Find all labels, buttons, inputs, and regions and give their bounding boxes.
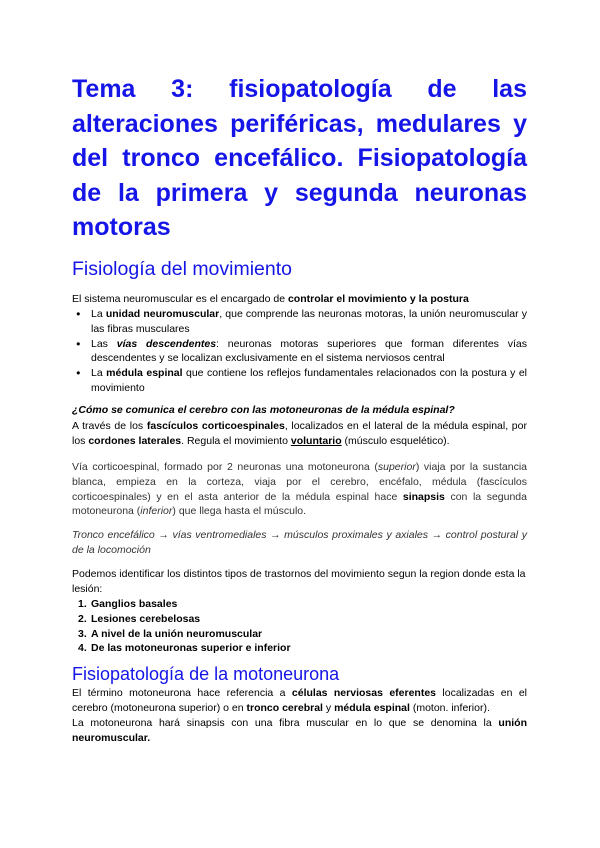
text-bold: tronco cerebral xyxy=(246,701,323,714)
question-heading: ¿Cómo se comunica el cerebro con las motoneuronas de la médula espinal? xyxy=(72,404,455,416)
bullet-bold: médula espinal xyxy=(106,367,183,380)
text-italic: superior xyxy=(377,461,416,473)
text: ) viaja por la sustancia blanca, empieza en la corteza, viaja por el cerebro, encéfalo, médula (fascículos corticoespinales) y en el asta anterior de la médula espinal hace xyxy=(72,461,527,503)
list-item xyxy=(72,337,527,367)
list-text: A nivel de la unión neuromuscular xyxy=(91,627,263,640)
list-text: Lesiones cerebelosas xyxy=(91,612,201,625)
list-number: 4. xyxy=(78,642,87,655)
text: La motoneurona hará sinapsis con una fibra muscular en lo que se denomina la xyxy=(72,717,499,729)
text-italic: inferior xyxy=(140,505,173,518)
paragraph-trastornos: Podemos identificar los distintos tipos de trastornos del movimiento segun la region donde esta la lesión: xyxy=(72,568,526,595)
text-bold: sinapsis xyxy=(402,490,445,503)
bullet-text: , que comprende las neuronas motoras, la unión neuromuscular y las fibras musculares xyxy=(91,308,527,335)
text: Vía corticoespinal, formado por 2 neuronas una motoneurona ( xyxy=(72,461,378,473)
list-item xyxy=(72,612,527,627)
list-item xyxy=(72,366,527,396)
movement-components-list xyxy=(72,307,527,396)
text-bold: fascículos corticoespinales xyxy=(146,420,285,432)
text: con la segunda motoneurona ( xyxy=(72,490,527,518)
bullet-bold: unidad neuromuscular xyxy=(105,308,220,320)
bullet-text: que contiene los reflejos fundamentales relacionados con la postura y el movimiento xyxy=(91,367,527,394)
bullet-text: La xyxy=(91,367,107,380)
text: El término motoneurona hace referencia a xyxy=(72,687,292,699)
text: A través de los xyxy=(72,420,147,432)
list-number: 1. xyxy=(78,598,87,610)
text: ) que llega hasta el músculo. xyxy=(172,505,307,518)
text: localizadas en el cerebro (motoneurona superior) o en xyxy=(72,687,527,714)
section-heading-fisiologia: Fisiología del movimiento xyxy=(72,258,293,280)
text-bold: médula espinal xyxy=(334,701,410,714)
bullet-text: : neuronas motoras superiores que forman diferentes vías descendentes y se localizan exclusivamente en el sistema nerviosos central xyxy=(91,337,527,365)
text-bold: cordones laterales xyxy=(88,434,182,447)
text: , localizados en el lateral de la médula espinal, por los xyxy=(72,420,527,447)
text: y xyxy=(322,701,335,714)
paragraph-fasciculos xyxy=(72,419,527,449)
lesion-types-list xyxy=(72,597,527,656)
bullet-text: La xyxy=(91,308,106,320)
intro-paragraph xyxy=(72,292,527,307)
list-text: De las motoneuronas superior e inferior xyxy=(91,642,291,655)
paragraph-motoneurona-definicion xyxy=(72,686,527,716)
list-number: 3. xyxy=(78,627,87,640)
intro-text: El sistema neuromuscular es el encargado de xyxy=(72,293,288,305)
document-title: Tema 3: fisiopatología de las alteraciones periféricas, medulares y del tronco encefálico. Fisiopatología de la primera y segunda neuronas motoras xyxy=(72,75,527,241)
bullet-text: Las xyxy=(91,337,117,350)
list-item xyxy=(72,627,527,642)
bullet-bold: vías descendentes xyxy=(116,337,217,350)
text: (músculo esquelético). xyxy=(341,434,450,447)
text: . Regula el movimiento xyxy=(181,434,291,447)
text-bold: unión neuromuscular. xyxy=(72,717,527,744)
paragraph-union-neuromuscular xyxy=(72,716,527,746)
section-heading-motoneurona: Fisiopatología de la motoneurona xyxy=(72,664,340,684)
list-item xyxy=(72,641,527,656)
list-item xyxy=(72,597,527,612)
list-number: 2. xyxy=(78,612,87,625)
text: (moton. inferior). xyxy=(409,701,490,714)
list-text: Ganglios basales xyxy=(91,598,178,610)
text-bold: células nerviosas eferentes xyxy=(291,687,437,699)
intro-bold: controlar el movimiento y la postura xyxy=(287,293,469,305)
text-underlined: voluntario xyxy=(290,434,342,447)
list-item xyxy=(72,307,527,337)
paragraph-tronco-encefalico: Tronco encefálico → vías ventromediales → músculos proximales y axiales → control postural y de la locomoción xyxy=(72,529,527,556)
paragraph-via-corticoespinal xyxy=(72,460,527,519)
